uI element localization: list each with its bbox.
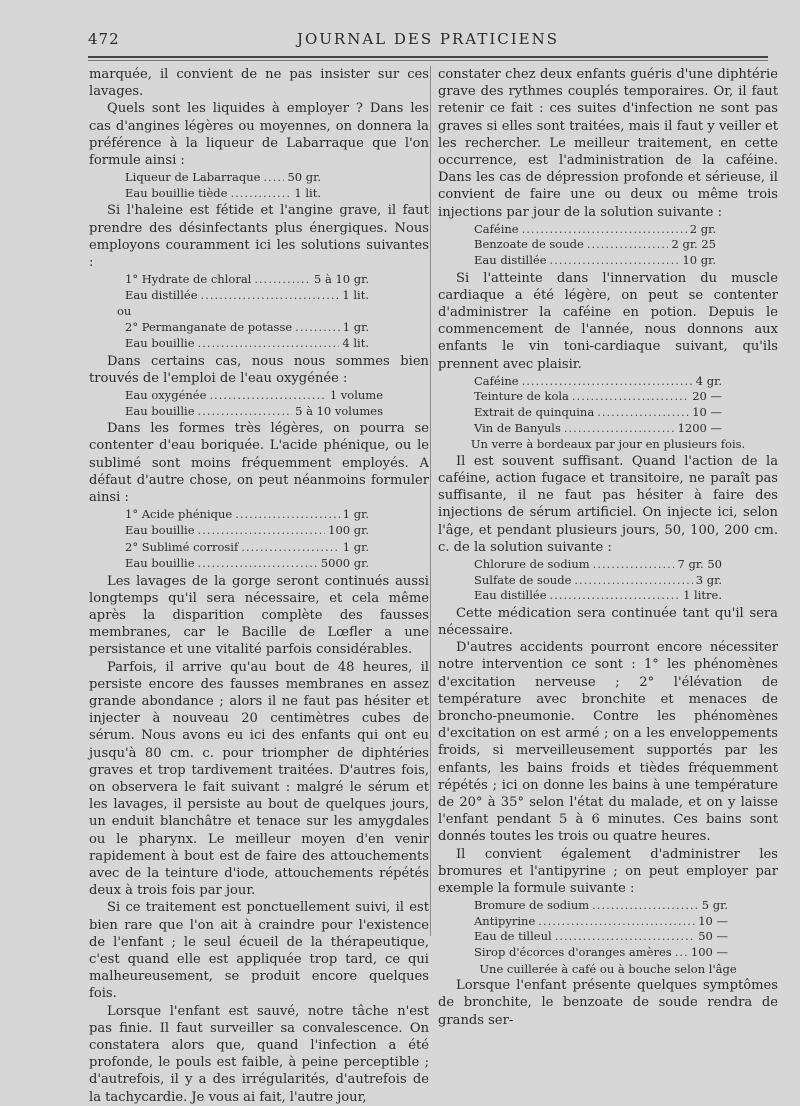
- ingredient-quantity: 4 gr.: [695, 373, 722, 388]
- formula-row: [125, 540, 369, 556]
- formula-note: Un verre à bordeaux par jour en plusieurs fois.: [470, 437, 746, 452]
- paragraph: marquée, il convient de ne pas insister sur ces lavages.: [89, 67, 429, 100]
- leader-dots: [597, 405, 689, 421]
- ingredient-quantity: 10 —: [692, 405, 722, 420]
- paragraph: Lorsque l'enfant présente quelques symptômes de bronchite, le benzoate de soude rendra de grands ser-: [438, 978, 778, 1028]
- formula-serum-artificiel: [438, 556, 778, 605]
- leader-dots: [198, 523, 326, 539]
- leader-dots: [209, 388, 326, 404]
- ingredient-name: Eau distillée: [474, 588, 547, 603]
- formula-row: [125, 404, 383, 420]
- formula-note: Une cuillerée à café ou à bouche selon l'âge: [479, 961, 737, 976]
- leader-dots: [198, 556, 318, 572]
- ingredient-name: Eau bouillie: [125, 403, 195, 418]
- header-rule: [88, 56, 768, 58]
- ingredient-name: Eau distillée: [474, 253, 547, 268]
- ingredient-quantity: 2 gr. 25: [671, 237, 716, 252]
- formula-row: [125, 186, 321, 202]
- leader-dots: [564, 421, 675, 437]
- ingredient-name: 1° Hydrate de chloral: [125, 272, 252, 287]
- ingredient-name: Eau bouillie: [125, 522, 195, 537]
- paragraph: Dans certains cas, nous nous sommes bien trouvés de l'emploi de l'eau oxygénée :: [89, 353, 429, 386]
- formula-row: [474, 222, 716, 238]
- ingredient-quantity: 1200 —: [677, 420, 722, 435]
- leader-dots: [675, 945, 688, 961]
- or-separator: ou: [117, 304, 132, 319]
- ingredient-quantity: 100 —: [690, 945, 728, 960]
- ingredient-name: Eau oxygénée: [125, 388, 207, 402]
- formula-vin-toni-cardiaque: [438, 373, 778, 437]
- formula-eau-oxygenee: [89, 387, 429, 420]
- ingredient-quantity: 1 gr.: [342, 320, 369, 335]
- leader-dots: [241, 540, 340, 556]
- paragraph: Quels sont les liquides à employer ? Dans les cas d'angines légères ou moyennes, on donnera la préférence à la liqueur de Labarraque que l'on formule ainsi :: [89, 101, 429, 169]
- paragraph: D'autres accidents pourront encore nécessiter notre intervention ce sont : 1° les phénomènes d'excitation nerveuse ; 2° l'élévation de température avec bronchite et menaces de broncho-pneumonie. Contre les phénomènes d'excitation on est armé ; on a les enveloppements froids, si merveilleusement supportés par les enfants, les bains froids et tièdes fréquemment répétés ; ici on donne les bains à une température de 20° à 35° selon l'état du malade, et on y laisse l'enfant pendant 5 à 6 minutes. Ces bains sont donnés toutes les trois ou quatre heures.: [438, 640, 778, 845]
- ingredient-quantity: 20 —: [692, 389, 722, 404]
- leader-dots: [593, 557, 675, 573]
- formula-row: [474, 573, 722, 589]
- paragraph: Si l'haleine est fétide et l'angine grave, il faut prendre des désinfectants plus énergiques. Nous employons couramment ici les solutions suivantes :: [89, 203, 429, 271]
- ingredient-name: Vin de Banyuls: [474, 420, 561, 435]
- ingredient-name: Benzoate de soude: [474, 237, 584, 252]
- formula-row: [125, 288, 369, 304]
- ingredient-name: 2° Permanganate de potasse: [125, 320, 293, 335]
- leader-dots: [592, 898, 699, 914]
- paragraph: Si ce traitement est ponctuellement suivi, il est bien rare que l'on ait à craindre pour l'existence de l'enfant ; le seul écueil de la thérapeutique, c'est quand elle est appliquée trop tard, ce qui malheureusement, se produit encore quelques fois.: [89, 900, 429, 1002]
- formula-row: [125, 507, 369, 523]
- leader-dots: [254, 272, 311, 288]
- paragraph: Parfois, il arrive qu'au bout de 48 heures, il persiste encore des fausses membranes en assez grande abondance ; alors il ne faut pas hésiter et injecter à nouveau 20 centimètres cubes de sérum. Nous avons eu ici des enfants qui ont eu jusqu'à 80 cm. c. pour triompher de diphtéries graves et trop tardivement traitées. D'autres fois, on observera le fait suivant : malgré le sérum et les lavages, il persiste au bout de quelques jours, un enduit blanchâtre et tenace sur les amygdales ou le pharynx. Le meilleur moyen d'en venir rapidement à bout est de faire des attouchements avec de la teinture d'iode, attouchements répétés deux à trois fois par jour.: [89, 659, 429, 899]
- page-header: [88, 30, 768, 52]
- leader-dots: [555, 929, 696, 945]
- ingredient-quantity: 3 gr.: [695, 572, 722, 587]
- ingredient-quantity: 10 —: [698, 913, 728, 928]
- ingredient-quantity: 1 volume: [329, 388, 383, 402]
- ingredient-quantity: 10 gr.: [682, 253, 716, 268]
- ingredient-name: 2° Sublimé corrosif: [125, 540, 239, 555]
- ingredient-quantity: 5 à 10 gr.: [313, 272, 369, 287]
- formula-permanganate: [89, 319, 429, 352]
- running-title: JOURNAL DES PRATICIENS: [296, 30, 560, 48]
- formula-row: [125, 388, 383, 404]
- leader-dots: [198, 336, 340, 352]
- leader-dots: [550, 253, 680, 269]
- formula-row: [125, 556, 369, 572]
- formula-row: [474, 588, 722, 604]
- paragraph: Si l'atteinte dans l'innervation du muscle cardiaque a été légère, on peut se contenter d'administrer la caféine en potion. Depuis le commencement de l'année, nous donnons aux enfants le vin toni-cardiaque suivant, qu'ils prennent avec plaisir.: [438, 270, 778, 372]
- paragraph: Lorsque l'enfant est sauvé, notre tâche n'est pas finie. Il faut surveiller sa convalescence. On constatera alors que, quand l'infection a été profonde, le pouls est faible, à peine perceptible ; d'autrefois, il y a des irrégularités, d'autrefois de la tachycardie. Je vous ai fait, l'autre jour,: [89, 1003, 429, 1105]
- ingredient-quantity: 50 —: [698, 929, 728, 944]
- formula-row: [474, 237, 716, 253]
- paragraph: Dans les formes très légères, on pourra se contenter d'eau boriquée. L'acide phénique, ou le sublimé sont moins fréquemment employés. A défaut d'autre chose, on peut néanmoins formuler ainsi :: [89, 421, 429, 505]
- formula-chloral: [89, 271, 429, 304]
- ingredient-quantity: 100 gr.: [328, 522, 369, 537]
- formula-row: [125, 523, 369, 539]
- ingredient-name: Sulfate de soude: [474, 572, 572, 587]
- ingredient-quantity: 5 gr.: [701, 898, 728, 913]
- formula-row: [474, 421, 722, 437]
- ingredient-name: Caféine: [474, 373, 519, 388]
- ingredient-name: Sirop d'écorces d'oranges amères: [474, 945, 672, 960]
- ingredient-quantity: 5000 gr.: [320, 555, 369, 570]
- leader-dots: [263, 170, 284, 186]
- formula-row: [474, 557, 722, 573]
- formula-bromures: [438, 897, 778, 961]
- leader-dots: [230, 186, 291, 202]
- formula-cafeine-injection: [438, 221, 778, 270]
- ingredient-name: Eau bouillie: [125, 555, 195, 570]
- ingredient-name: Bromure de sodium: [474, 898, 590, 913]
- leader-dots: [522, 374, 693, 390]
- formula-labarraque: [89, 169, 429, 202]
- ingredient-name: Antipyrine: [474, 913, 536, 928]
- ingredient-name: Eau bouillie: [125, 336, 195, 350]
- formula-sublime: [89, 539, 429, 572]
- ingredient-quantity: 5 à 10 volumes: [295, 403, 383, 418]
- left-column: [89, 66, 429, 1106]
- ingredient-name: Liqueur de Labarraque: [125, 170, 261, 185]
- formula-row: [474, 945, 728, 961]
- formula-row: [125, 320, 369, 336]
- formula-row: [474, 389, 722, 405]
- leader-dots: [235, 507, 340, 523]
- paragraph: Cette médication sera continuée tant qu'il sera nécessaire.: [438, 605, 778, 638]
- leader-dots: [587, 237, 669, 253]
- ingredient-quantity: 1 lit.: [342, 287, 369, 302]
- leader-dots: [198, 404, 293, 420]
- formula-acide-phenique: [89, 506, 429, 539]
- column-divider: [430, 66, 431, 936]
- formula-row: [474, 914, 728, 930]
- ingredient-quantity: 1 litre.: [683, 588, 722, 603]
- formula-row: [474, 253, 716, 269]
- ingredient-name: Chlorure de sodium: [474, 557, 590, 572]
- leader-dots: [574, 573, 692, 589]
- formula-row: [125, 272, 369, 288]
- formula-row: [125, 170, 321, 186]
- formula-row: [474, 929, 728, 945]
- ingredient-name: 1° Acide phénique: [125, 507, 233, 522]
- ingredient-name: Eau distillée: [125, 287, 198, 302]
- ingredient-quantity: 50 gr.: [287, 170, 321, 185]
- paragraph: constater chez deux enfants guéris d'une diphtérie grave des rythmes couplés temporaires. Or, il faut retenir ce fait : ces suites d'infection ne sont pas graves si elles sont traitées, mais il faut y veiller et les rechercher. Le meilleur traitement, en cette occurrence, est l'administration de la caféine. Dans les cas de dépression profonde et sérieuse, il convient de faire une ou deux ou même trois injections par jour de la solution suivante :: [438, 67, 778, 220]
- leader-dots: [538, 914, 695, 930]
- leader-dots: [572, 389, 689, 405]
- leader-dots: [522, 222, 687, 238]
- ingredient-quantity: 7 gr. 50: [677, 557, 722, 572]
- paragraph: Il convient également d'administrer les bromures et l'antipyrine ; on peut employer par exemple la formule suivante :: [438, 846, 778, 897]
- paragraph: Il est souvent suffisant. Quand l'action de la caféine, action fugace et transitoire, ne paraît pas suffisante, il ne faut pas hésiter à faire des injections de sérum artificiel. On injecte ici, selon l'âge, et pendant plusieurs jours, 50, 100, 200 cm. c. de la solution suivante :: [438, 453, 778, 555]
- ingredient-quantity: 2 gr.: [689, 221, 716, 236]
- ingredient-quantity: 4 lit.: [342, 336, 369, 350]
- leader-dots: [201, 288, 340, 304]
- right-column: [438, 66, 778, 1029]
- leader-dots: [550, 588, 681, 604]
- ingredient-name: Eau bouillie tiède: [125, 185, 228, 200]
- page-number: 472: [88, 30, 120, 48]
- ingredient-name: Teinture de kola: [474, 389, 569, 404]
- ingredient-quantity: 1 gr.: [342, 507, 369, 522]
- formula-row: [125, 336, 369, 352]
- ingredient-quantity: 1 lit.: [294, 185, 321, 200]
- formula-row: [474, 898, 728, 914]
- header-rule-thin: [88, 60, 768, 61]
- ingredient-name: Extrait de quinquina: [474, 405, 595, 420]
- ingredient-name: Caféine: [474, 221, 519, 236]
- ingredient-name: Eau de tilleul: [474, 929, 552, 944]
- formula-row: [474, 374, 722, 390]
- ingredient-quantity: 1 gr.: [342, 540, 369, 555]
- formula-row: [474, 405, 722, 421]
- leader-dots: [295, 320, 340, 336]
- paragraph: Les lavages de la gorge seront continués aussi longtemps qu'il sera nécessaire, et cela même après la disparition complète des fausses membranes, car le Bacille de Lœfler a une persistance et une vitalité parfois considérables.: [89, 573, 429, 658]
